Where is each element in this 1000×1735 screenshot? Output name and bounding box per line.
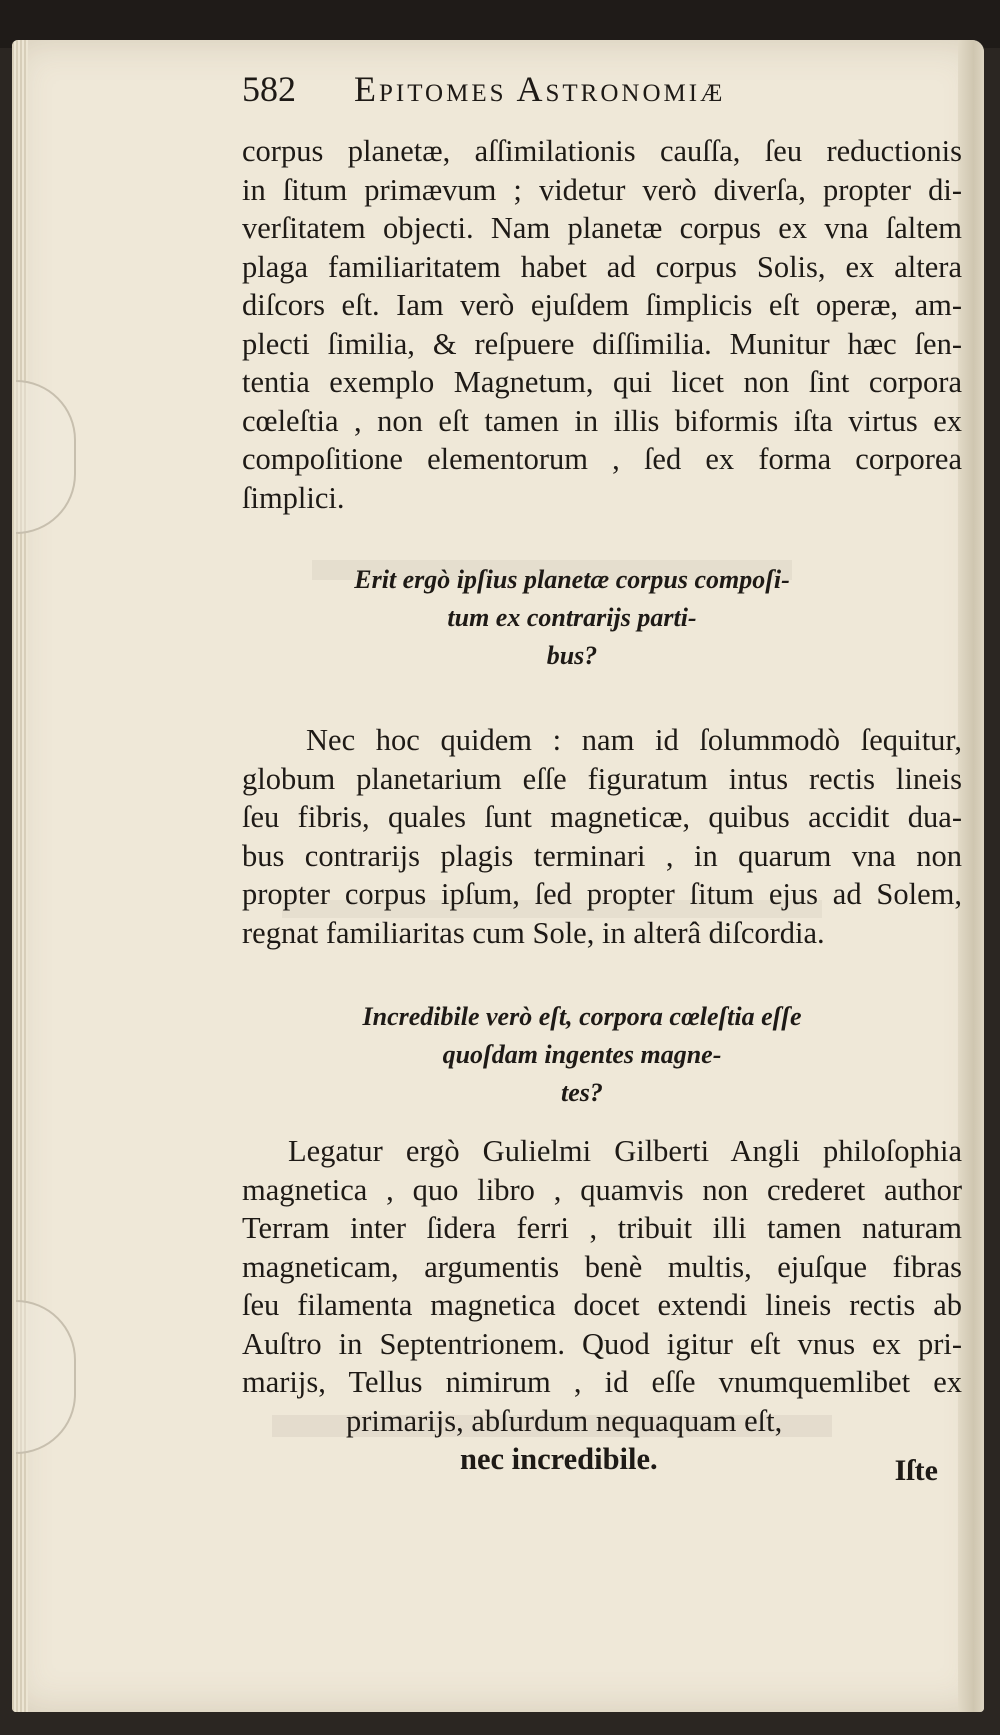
text-line: marijs, Tellus nimirum , id eſſe vnumquemlibet ex: [242, 1365, 962, 1399]
paragraph-2: [242, 721, 962, 952]
text-line: globum planetarium eſſe figuratum intus rectis lineis: [242, 761, 962, 796]
text-line: in ſitum primævum ; videtur verò diverſa, propter di-: [242, 172, 962, 207]
text-line: propter corpus ipſum, ſed propter ſitum ejus ad Solem,: [242, 877, 962, 911]
text-line: plaga familiaritatem habet ad corpus Solis, ex altera: [242, 249, 962, 284]
text-line: ſeu fibris, quales ſunt magneticæ, quibus accidit dua-: [242, 800, 962, 834]
question-line: Erit ergò ipſius planetæ corpus compoſi-: [354, 565, 790, 594]
question-line: Incredibile verò eſt, corpora cœleſtia eſſe: [362, 1002, 802, 1031]
text-line: Auſtro in Septentrionem. Quod igitur eſt vnus ex pri-: [242, 1326, 962, 1361]
text-line: Nec hoc quidem : nam id ſolummodò ſequitur,: [306, 723, 962, 757]
text-line: cœleſtia , non eſt tamen in illis biformis iſta virtus ex: [242, 403, 962, 438]
text-line: ſimplici.: [242, 480, 345, 515]
text-line: tentia exemplo Magnetum, qui licet non ſint corpora: [242, 365, 962, 399]
binding-clip-top: [16, 380, 76, 534]
question-line: quoſdam ingentes magne-: [442, 1040, 722, 1069]
text-line: magnetica , quo libro , quamvis non crederet author: [242, 1172, 962, 1207]
question-line: tum ex contrarijs parti-: [447, 603, 697, 632]
paragraph-3: [242, 1132, 962, 1479]
text-line: corpus planetæ, aſſimilationis cauſſa, ſeu reductionis: [242, 134, 962, 168]
question-1: [282, 561, 862, 675]
text-block: [242, 68, 962, 1479]
text-line: verſitatem objecti. Nam planetæ corpus ex vna ſaltem: [242, 211, 962, 245]
text-line: magneticam, argumentis benè multis, ejuſque fibras: [242, 1249, 962, 1284]
text-line: bus contrarijs plagis terminari , in quarum vna non: [242, 838, 962, 873]
question-line: bus?: [546, 641, 598, 670]
text-line: diſcors eſt. Iam verò ejuſdem ſimplicis eſt operæ, am-: [242, 288, 962, 322]
text-line: ſeu filamenta magnetica docet extendi lineis rectis ab: [242, 1288, 962, 1322]
question-2: [312, 998, 852, 1112]
text-line: primarijs, abſurdum nequaquam eſt,: [346, 1403, 783, 1438]
page-edges-left: [12, 40, 28, 1712]
catchword: Iſte: [894, 1454, 938, 1487]
text-line: nec incredibile.: [460, 1442, 658, 1476]
text-line: compoſitione elementorum , ſed ex forma corporea: [242, 442, 962, 476]
text-line: Legatur ergò Gulielmi Gilberti Angli philoſophia: [288, 1134, 962, 1168]
text-line: Terram inter ſidera ferri , tribuit illi tamen naturam: [242, 1211, 962, 1245]
text-line: regnat familiaritas cum Sole, in alterâ diſcordia.: [242, 915, 825, 950]
running-title: Epitomes Astronomiæ: [354, 69, 726, 109]
paragraph-1: [242, 132, 962, 517]
question-line: tes?: [561, 1078, 603, 1107]
page-header: [242, 68, 962, 132]
text-line: plecti ſimilia, & reſpuere diſſimilia. Munitur hæc ſen-: [242, 326, 962, 361]
binding-clip-bottom: [16, 1300, 76, 1454]
page-number: 582: [242, 69, 296, 109]
